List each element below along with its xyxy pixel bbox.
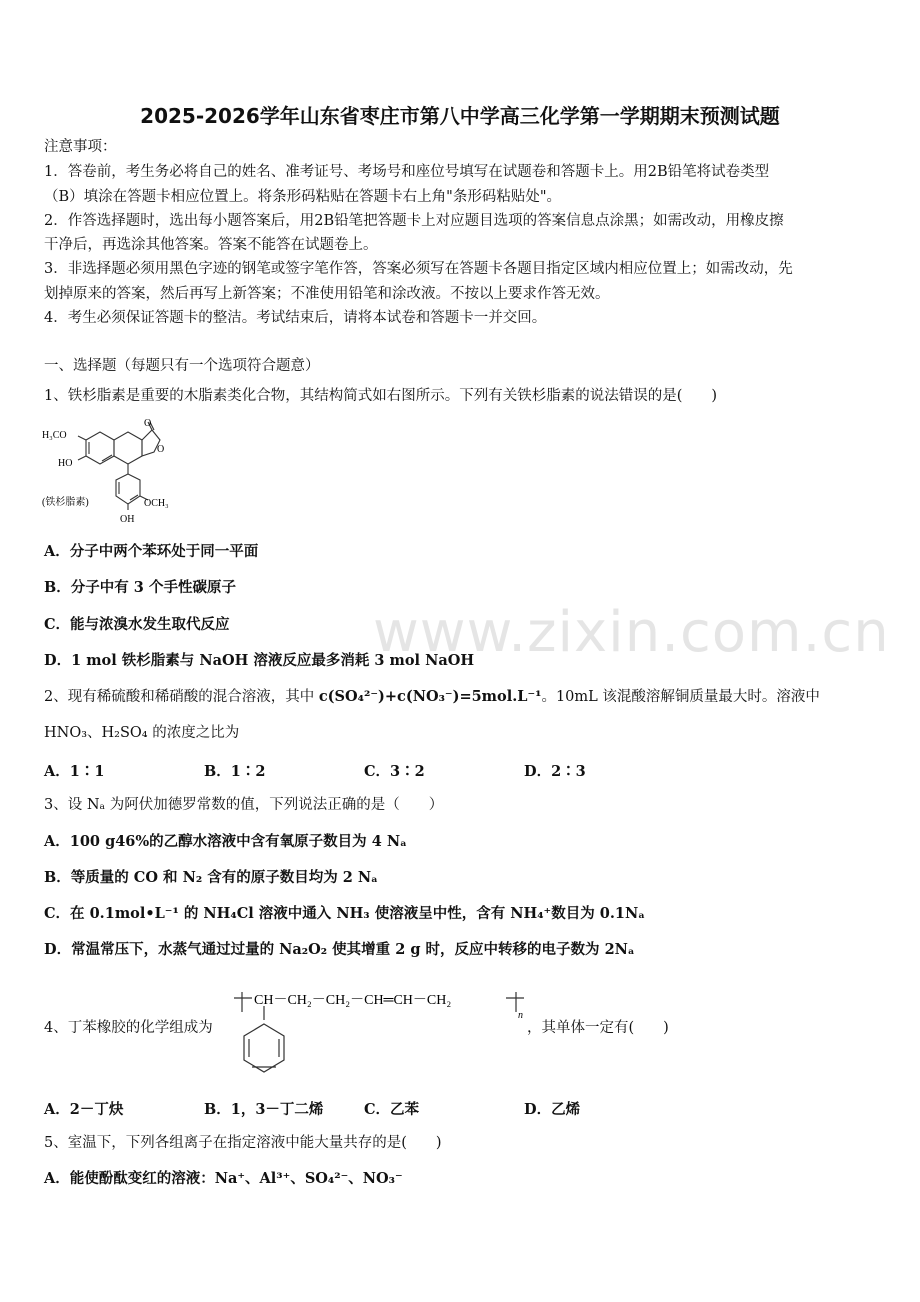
q2-stem-line-2: HNO₃、H₂SO₄ 的浓度之比为 [44,725,240,741]
struct-label-ho: HO [58,458,73,469]
q1-stem: 1、铁杉脂素是重要的木脂素类化合物，其结构简式如右图所示。下列有关铁杉脂素的说法错误的是( ) [44,388,718,404]
struct-label-och3: OCH₃ [144,498,169,509]
q4-polymer-formula [232,982,532,1078]
q4-option-d: D．乙烯 [524,1101,581,1118]
q4-stem-part-a: 4、丁苯橡胶的化学组成为 [44,1020,213,1036]
q1-option-c: C．能与浓溴水发生取代反应 [44,616,230,633]
q4-formula-text: CH－CH₂－CH₂－CH═CH－CH₂ [254,993,452,1008]
struct-label-name: (铁杉脂素) [42,497,89,508]
q2-option-d: D．2∶3 [524,763,586,780]
struct-label-oh: OH [120,514,135,525]
q4-option-c: C．乙苯 [364,1101,420,1118]
notice-heading: 注意事项： [44,139,117,155]
q2-stem [44,688,884,706]
q3-option-d: D．常温常压下，水蒸气通过过量的 Na₂O₂ 使其增重 2 g 时，反应中转移的电子数为 2Nₐ [44,941,635,958]
q3-option-c: C．在 0.1mol•L⁻¹ 的 NH₄Cl 溶液中通入 NH₃ 使溶液呈中性，含有 NH₄⁺数目为 0.1Nₐ [44,905,645,922]
page-title: 2025-2026学年山东省枣庄市第八中学高三化学第一学期期末预测试题 [140,104,780,128]
q1-option-b: B．分子中有 3 个手性碳原子 [44,579,236,596]
q2-option-b: B．1∶2 [204,763,266,780]
q5-stem: 5、室温下，下列各组离子在指定溶液中能大量共存的是( ) [44,1135,442,1151]
q1-structure-diagram [40,418,180,528]
struct-label-h3co: H₃CO [42,430,67,441]
q5-option-a: A．能使酚酞变红的溶液：Na⁺、Al³⁺、SO₄²⁻、NO₃⁻ [44,1170,403,1187]
q2-stem-part-c: 。10mL 该混酸溶解铜质量最大时。溶液中 [541,689,820,705]
notice-line-4: 干净后，再选涂其他答案。答案不能答在试题卷上。 [44,237,378,253]
q2-option-c: C．3∶2 [364,763,425,780]
q2-option-a: A．1∶1 [44,763,105,780]
q4-option-b: B．1，3－丁二烯 [204,1101,324,1118]
watermark: www.zixin.com.cn [373,600,890,665]
q4-option-a: A．2－丁炔 [44,1101,124,1118]
notice-line-5: 3．非选择题必须用黑色字迹的钢笔或签字笔作答，答案必须写在答题卡各题目指定区域内相应位置上；如需改动，先 [44,261,793,277]
notice-line-3: 2．作答选择题时，选出每小题答案后，用2B铅笔把答题卡上对应题目选项的答案信息点涂黑；如需改动，用橡皮擦 [44,213,784,229]
q3-option-a: A．100 g46%的乙醇水溶液中含有氧原子数目为 4 Nₐ [44,833,407,850]
struct-label-o-carbonyl: O [144,418,152,429]
notice-line-2: （B）填涂在答题卡相应位置上。将条形码粘贴在答题卡右上角"条形码粘贴处"。 [44,189,561,205]
q1-option-d: D．1 mol 铁杉脂素与 NaOH 溶液反应最多消耗 3 mol NaOH [44,652,475,669]
struct-label-o-ring: O [157,444,165,455]
notice-line-7: 4．考生必须保证答题卡的整洁。考试结束后，请将本试卷和答题卡一并交回。 [44,310,547,326]
q4-stem-part-b: ，其单体一定有( ) [527,1020,669,1036]
notice-line-1: 1．答卷前，考生务必将自己的姓名、准考证号、考场号和座位号填写在试题卷和答题卡上。用2B铅笔将试卷类型 [44,164,770,180]
q4-subscript-n: n [518,1010,523,1021]
q2-stem-part-a: 2、现有稀硫酸和稀硝酸的混合溶液，其中 [44,689,319,705]
q3-option-b: B．等质量的 CO 和 N₂ 含有的原子数目均为 2 Nₐ [44,869,378,886]
q3-stem: 3、设 Nₐ 为阿伏加德罗常数的值，下列说法正确的是（ ） [44,797,444,813]
q2-stem-part-b: c(SO₄²⁻)+c(NO₃⁻)=5mol.L⁻¹ [318,688,542,705]
q1-option-a: A．分子中两个苯环处于同一平面 [44,543,259,560]
section-heading: 一、选择题（每题只有一个选项符合题意） [44,358,320,374]
notice-line-6: 划掉原来的答案，然后再写上新答案；不准使用铅笔和涂改液。不按以上要求作答无效。 [44,286,610,302]
